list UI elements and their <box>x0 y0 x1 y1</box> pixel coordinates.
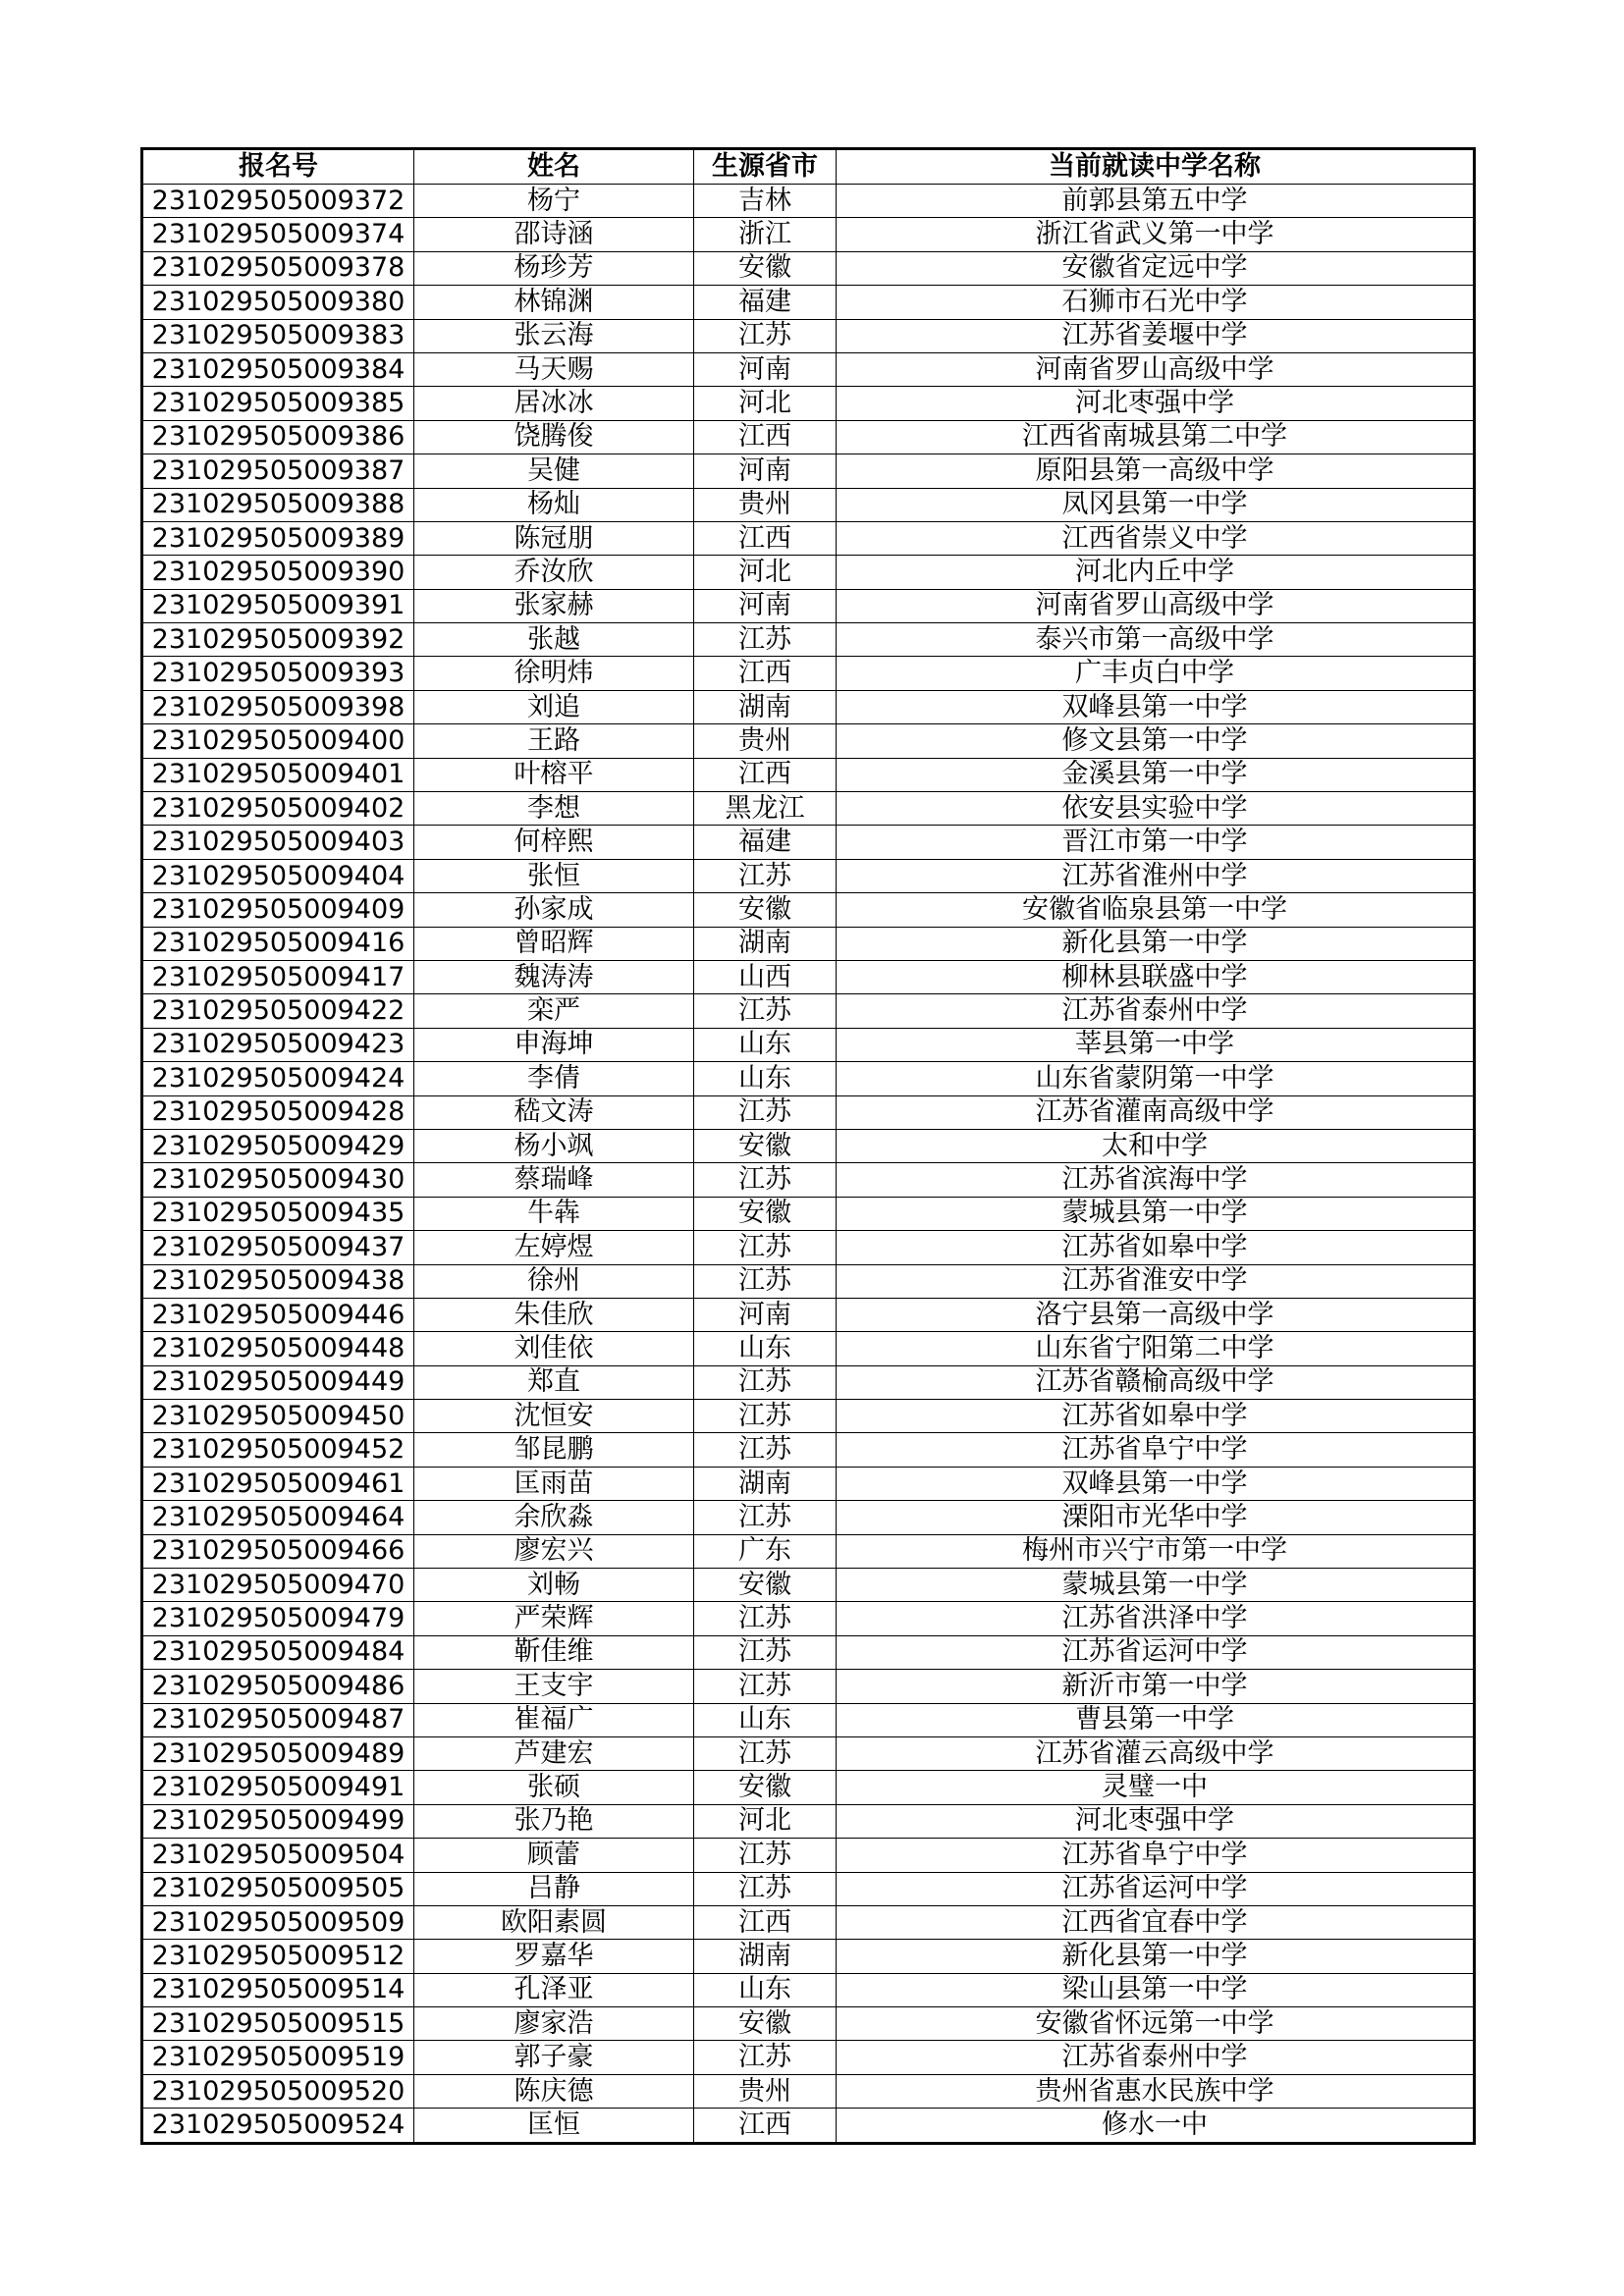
cell-school: 曹县第一中学 <box>837 1703 1475 1736</box>
cell-name: 徐明炜 <box>414 657 694 690</box>
cell-registration-number: 231029505009386 <box>142 420 414 454</box>
cell-school: 贵州省惠水民族中学 <box>837 2074 1475 2108</box>
cell-name: 杨珍芳 <box>414 251 694 285</box>
cell-province: 安徽 <box>694 1771 837 1804</box>
cell-registration-number: 231029505009385 <box>142 387 414 420</box>
table-row <box>142 859 1475 892</box>
table-row <box>142 1771 1475 1804</box>
table-row <box>142 1163 1475 1197</box>
cell-name: 孔泽亚 <box>414 1973 694 2006</box>
cell-registration-number: 231029505009428 <box>142 1095 414 1129</box>
cell-school: 江苏省灌南高级中学 <box>837 1095 1475 1129</box>
cell-name: 芦建宏 <box>414 1736 694 1770</box>
cell-province: 浙江 <box>694 218 837 251</box>
cell-school: 灵璧一中 <box>837 1771 1475 1804</box>
cell-name: 郭子豪 <box>414 2041 694 2074</box>
table-row <box>142 724 1475 758</box>
cell-registration-number: 231029505009391 <box>142 589 414 622</box>
cell-school: 修文县第一中学 <box>837 724 1475 758</box>
cell-name: 王支宇 <box>414 1670 694 1703</box>
cell-registration-number: 231029505009422 <box>142 994 414 1028</box>
cell-name: 魏涛涛 <box>414 960 694 993</box>
cell-registration-number: 231029505009520 <box>142 2074 414 2108</box>
cell-registration-number: 231029505009486 <box>142 1670 414 1703</box>
cell-name: 廖家浩 <box>414 2007 694 2041</box>
table-row <box>142 352 1475 386</box>
cell-registration-number: 231029505009400 <box>142 724 414 758</box>
table-row <box>142 1298 1475 1331</box>
cell-province: 安徽 <box>694 1129 837 1162</box>
cell-province: 安徽 <box>694 893 837 927</box>
table-row <box>142 1365 1475 1399</box>
cell-registration-number: 231029505009448 <box>142 1332 414 1365</box>
cell-school: 双峰县第一中学 <box>837 1467 1475 1500</box>
cell-name: 张云海 <box>414 319 694 352</box>
table-row <box>142 2007 1475 2041</box>
cell-province: 贵州 <box>694 488 837 521</box>
cell-province: 山西 <box>694 960 837 993</box>
cell-name: 匡恒 <box>414 2109 694 2143</box>
table-row <box>142 1940 1475 1973</box>
cell-province: 福建 <box>694 826 837 859</box>
cell-name: 李倩 <box>414 1062 694 1095</box>
table-row <box>142 1332 1475 1365</box>
cell-name: 嵇文涛 <box>414 1095 694 1129</box>
table-row <box>142 218 1475 251</box>
cell-registration-number: 231029505009387 <box>142 454 414 488</box>
cell-name: 何梓熙 <box>414 826 694 859</box>
table-row <box>142 556 1475 589</box>
cell-school: 山东省蒙阴第一中学 <box>837 1062 1475 1095</box>
cell-school: 前郭县第五中学 <box>837 185 1475 218</box>
cell-school: 江西省宜春中学 <box>837 1905 1475 1939</box>
table-row <box>142 1400 1475 1433</box>
table-row <box>142 1872 1475 1905</box>
cell-province: 江苏 <box>694 1670 837 1703</box>
table-body <box>142 185 1475 2144</box>
table-row <box>142 521 1475 555</box>
cell-school: 江苏省泰州中学 <box>837 2041 1475 2074</box>
cell-province: 江西 <box>694 521 837 555</box>
cell-school: 河北枣强中学 <box>837 1804 1475 1838</box>
cell-registration-number: 231029505009417 <box>142 960 414 993</box>
cell-registration-number: 231029505009409 <box>142 893 414 927</box>
cell-school: 江苏省泰州中学 <box>837 994 1475 1028</box>
cell-name: 刘畅 <box>414 1569 694 1602</box>
cell-name: 栾严 <box>414 994 694 1028</box>
cell-name: 崔福广 <box>414 1703 694 1736</box>
table-row <box>142 623 1475 657</box>
cell-school: 江苏省赣榆高级中学 <box>837 1365 1475 1399</box>
cell-name: 曾昭辉 <box>414 927 694 960</box>
cell-province: 安徽 <box>694 2007 837 2041</box>
cell-school: 江苏省阜宁中学 <box>837 1433 1475 1467</box>
cell-name: 饶腾俊 <box>414 420 694 454</box>
cell-registration-number: 231029505009398 <box>142 690 414 723</box>
cell-registration-number: 231029505009403 <box>142 826 414 859</box>
cell-province: 福建 <box>694 286 837 319</box>
cell-province: 贵州 <box>694 2074 837 2108</box>
cell-school: 新沂市第一中学 <box>837 1670 1475 1703</box>
table-row <box>142 420 1475 454</box>
cell-province: 吉林 <box>694 185 837 218</box>
cell-school: 梅州市兴宁市第一中学 <box>837 1534 1475 1568</box>
cell-registration-number: 231029505009380 <box>142 286 414 319</box>
cell-name: 吕静 <box>414 1872 694 1905</box>
cell-school: 江苏省如皋中学 <box>837 1400 1475 1433</box>
table-row <box>142 1534 1475 1568</box>
cell-registration-number: 231029505009438 <box>142 1264 414 1298</box>
cell-registration-number: 231029505009514 <box>142 1973 414 2006</box>
cell-name: 张硕 <box>414 1771 694 1804</box>
header-row <box>142 149 1475 185</box>
cell-province: 江苏 <box>694 994 837 1028</box>
cell-name: 邵诗涵 <box>414 218 694 251</box>
cell-name: 廖宏兴 <box>414 1534 694 1568</box>
cell-registration-number: 231029505009524 <box>142 2109 414 2143</box>
table-row <box>142 1433 1475 1467</box>
cell-name: 沈恒安 <box>414 1400 694 1433</box>
table-row <box>142 185 1475 218</box>
cell-province: 江苏 <box>694 1839 837 1872</box>
cell-name: 杨灿 <box>414 488 694 521</box>
table-row <box>142 893 1475 927</box>
cell-province: 河南 <box>694 1298 837 1331</box>
cell-name: 罗嘉华 <box>414 1940 694 1973</box>
table-row <box>142 2041 1475 2074</box>
cell-province: 山东 <box>694 1062 837 1095</box>
table-row <box>142 1703 1475 1736</box>
cell-name: 张越 <box>414 623 694 657</box>
cell-province: 江西 <box>694 657 837 690</box>
cell-school: 河南省罗山高级中学 <box>837 352 1475 386</box>
cell-province: 江西 <box>694 1905 837 1939</box>
cell-province: 安徽 <box>694 1197 837 1230</box>
cell-school: 江苏省淮安中学 <box>837 1264 1475 1298</box>
table-row <box>142 1839 1475 1872</box>
cell-school: 江西省崇义中学 <box>837 521 1475 555</box>
cell-name: 余欣淼 <box>414 1501 694 1534</box>
table-row <box>142 927 1475 960</box>
table-row <box>142 1670 1475 1703</box>
cell-name: 王路 <box>414 724 694 758</box>
cell-registration-number: 231029505009461 <box>142 1467 414 1500</box>
cell-name: 徐州 <box>414 1264 694 1298</box>
cell-name: 刘追 <box>414 690 694 723</box>
cell-province: 湖南 <box>694 1940 837 1973</box>
cell-name: 严荣辉 <box>414 1602 694 1635</box>
cell-name: 匡雨苗 <box>414 1467 694 1500</box>
cell-name: 申海坤 <box>414 1028 694 1061</box>
cell-province: 山东 <box>694 1332 837 1365</box>
cell-registration-number: 231029505009509 <box>142 1905 414 1939</box>
cell-province: 江苏 <box>694 1264 837 1298</box>
cell-province: 江西 <box>694 420 837 454</box>
cell-province: 广东 <box>694 1534 837 1568</box>
cell-registration-number: 231029505009383 <box>142 319 414 352</box>
cell-registration-number: 231029505009374 <box>142 218 414 251</box>
cell-registration-number: 231029505009390 <box>142 556 414 589</box>
cell-registration-number: 231029505009484 <box>142 1635 414 1669</box>
cell-province: 湖南 <box>694 690 837 723</box>
table-row <box>142 589 1475 622</box>
cell-registration-number: 231029505009491 <box>142 1771 414 1804</box>
cell-school: 河南省罗山高级中学 <box>837 589 1475 622</box>
table-row <box>142 387 1475 420</box>
cell-registration-number: 231029505009416 <box>142 927 414 960</box>
cell-name: 欧阳素圆 <box>414 1905 694 1939</box>
header-province: 生源省市 <box>694 149 837 185</box>
cell-province: 湖南 <box>694 927 837 960</box>
cell-school: 梁山县第一中学 <box>837 1973 1475 2006</box>
table-row <box>142 690 1475 723</box>
cell-school: 凤冈县第一中学 <box>837 488 1475 521</box>
cell-province: 安徽 <box>694 251 837 285</box>
cell-name: 蔡瑞峰 <box>414 1163 694 1197</box>
cell-name: 顾蕾 <box>414 1839 694 1872</box>
cell-province: 河南 <box>694 352 837 386</box>
cell-name: 杨小飒 <box>414 1129 694 1162</box>
table-row <box>142 792 1475 826</box>
cell-registration-number: 231029505009489 <box>142 1736 414 1770</box>
cell-registration-number: 231029505009504 <box>142 1839 414 1872</box>
cell-registration-number: 231029505009389 <box>142 521 414 555</box>
cell-school: 江苏省滨海中学 <box>837 1163 1475 1197</box>
cell-school: 江苏省洪泽中学 <box>837 1602 1475 1635</box>
cell-name: 林锦渊 <box>414 286 694 319</box>
cell-name: 马天赐 <box>414 352 694 386</box>
table-row <box>142 994 1475 1028</box>
table-row <box>142 2109 1475 2143</box>
table-row <box>142 1804 1475 1838</box>
table-row <box>142 1905 1475 1939</box>
cell-school: 泰兴市第一高级中学 <box>837 623 1475 657</box>
cell-registration-number: 231029505009392 <box>142 623 414 657</box>
cell-province: 江苏 <box>694 1231 837 1264</box>
cell-registration-number: 231029505009423 <box>142 1028 414 1061</box>
cell-registration-number: 231029505009464 <box>142 1501 414 1534</box>
cell-province: 河北 <box>694 556 837 589</box>
cell-province: 山东 <box>694 1973 837 2006</box>
cell-school: 广丰贞白中学 <box>837 657 1475 690</box>
cell-registration-number: 231029505009435 <box>142 1197 414 1230</box>
cell-school: 江苏省如皋中学 <box>837 1231 1475 1264</box>
cell-province: 江苏 <box>694 1635 837 1669</box>
table-row <box>142 1062 1475 1095</box>
cell-name: 乔汝欣 <box>414 556 694 589</box>
cell-province: 江苏 <box>694 1365 837 1399</box>
table-row <box>142 1264 1475 1298</box>
cell-school: 修水一中 <box>837 2109 1475 2143</box>
cell-registration-number: 231029505009479 <box>142 1602 414 1635</box>
table-row <box>142 454 1475 488</box>
cell-school: 新化县第一中学 <box>837 927 1475 960</box>
cell-school: 洛宁县第一高级中学 <box>837 1298 1475 1331</box>
cell-registration-number: 231029505009505 <box>142 1872 414 1905</box>
cell-school: 河北枣强中学 <box>837 387 1475 420</box>
cell-name: 孙家成 <box>414 893 694 927</box>
cell-name: 左婷煜 <box>414 1231 694 1264</box>
cell-name: 居冰冰 <box>414 387 694 420</box>
cell-registration-number: 231029505009404 <box>142 859 414 892</box>
cell-province: 江苏 <box>694 1433 837 1467</box>
cell-school: 安徽省定远中学 <box>837 251 1475 285</box>
cell-province: 山东 <box>694 1028 837 1061</box>
cell-province: 黑龙江 <box>694 792 837 826</box>
table-row <box>142 1231 1475 1264</box>
table-row <box>142 286 1475 319</box>
cell-school: 安徽省怀远第一中学 <box>837 2007 1475 2041</box>
cell-school: 江苏省运河中学 <box>837 1872 1475 1905</box>
table-row <box>142 826 1475 859</box>
cell-registration-number: 231029505009401 <box>142 758 414 791</box>
cell-registration-number: 231029505009372 <box>142 185 414 218</box>
cell-school: 安徽省临泉县第一中学 <box>837 893 1475 927</box>
cell-province: 贵州 <box>694 724 837 758</box>
cell-registration-number: 231029505009452 <box>142 1433 414 1467</box>
cell-name: 朱佳欣 <box>414 1298 694 1331</box>
cell-school: 溧阳市光华中学 <box>837 1501 1475 1534</box>
cell-school: 新化县第一中学 <box>837 1940 1475 1973</box>
cell-school: 江苏省运河中学 <box>837 1635 1475 1669</box>
cell-registration-number: 231029505009499 <box>142 1804 414 1838</box>
table-row <box>142 251 1475 285</box>
table-row <box>142 1095 1475 1129</box>
cell-registration-number: 231029505009388 <box>142 488 414 521</box>
table-row <box>142 1569 1475 1602</box>
cell-school: 江苏省姜堰中学 <box>837 319 1475 352</box>
cell-name: 张恒 <box>414 859 694 892</box>
cell-school: 依安县实验中学 <box>837 792 1475 826</box>
cell-name: 靳佳维 <box>414 1635 694 1669</box>
cell-registration-number: 231029505009378 <box>142 251 414 285</box>
cell-registration-number: 231029505009393 <box>142 657 414 690</box>
cell-school: 江苏省淮州中学 <box>837 859 1475 892</box>
table-row <box>142 1197 1475 1230</box>
cell-school: 江苏省阜宁中学 <box>837 1839 1475 1872</box>
cell-name: 李想 <box>414 792 694 826</box>
admission-list-table <box>140 147 1476 2145</box>
table-row <box>142 1028 1475 1061</box>
cell-registration-number: 231029505009449 <box>142 1365 414 1399</box>
cell-registration-number: 231029505009487 <box>142 1703 414 1736</box>
cell-school: 河北内丘中学 <box>837 556 1475 589</box>
cell-school: 浙江省武义第一中学 <box>837 218 1475 251</box>
cell-province: 河南 <box>694 589 837 622</box>
table-row <box>142 1467 1475 1500</box>
cell-registration-number: 231029505009466 <box>142 1534 414 1568</box>
cell-registration-number: 231029505009429 <box>142 1129 414 1162</box>
cell-province: 江苏 <box>694 319 837 352</box>
table-row <box>142 1602 1475 1635</box>
cell-school: 柳林县联盛中学 <box>837 960 1475 993</box>
cell-registration-number: 231029505009512 <box>142 1940 414 1973</box>
cell-name: 刘佳依 <box>414 1332 694 1365</box>
cell-school: 金溪县第一中学 <box>837 758 1475 791</box>
table-row <box>142 960 1475 993</box>
cell-school: 江苏省灌云高级中学 <box>837 1736 1475 1770</box>
cell-province: 江苏 <box>694 859 837 892</box>
cell-registration-number: 231029505009470 <box>142 1569 414 1602</box>
cell-province: 江苏 <box>694 1163 837 1197</box>
cell-province: 河北 <box>694 1804 837 1838</box>
cell-school: 蒙城县第一中学 <box>837 1197 1475 1230</box>
cell-name: 杨宁 <box>414 185 694 218</box>
cell-name: 陈庆德 <box>414 2074 694 2108</box>
cell-registration-number: 231029505009450 <box>142 1400 414 1433</box>
cell-name: 吴健 <box>414 454 694 488</box>
cell-school: 晋江市第一中学 <box>837 826 1475 859</box>
cell-registration-number: 231029505009430 <box>142 1163 414 1197</box>
cell-school: 蒙城县第一中学 <box>837 1569 1475 1602</box>
table-row <box>142 657 1475 690</box>
cell-registration-number: 231029505009446 <box>142 1298 414 1331</box>
cell-name: 牛犇 <box>414 1197 694 1230</box>
cell-province: 江苏 <box>694 1501 837 1534</box>
cell-province: 安徽 <box>694 1569 837 1602</box>
table-row <box>142 1973 1475 2006</box>
cell-province: 江苏 <box>694 1400 837 1433</box>
cell-registration-number: 231029505009437 <box>142 1231 414 1264</box>
cell-province: 江苏 <box>694 1736 837 1770</box>
table-row <box>142 1736 1475 1770</box>
cell-school: 江西省南城县第二中学 <box>837 420 1475 454</box>
cell-school: 太和中学 <box>837 1129 1475 1162</box>
table-row <box>142 319 1475 352</box>
cell-school: 原阳县第一高级中学 <box>837 454 1475 488</box>
table-row <box>142 758 1475 791</box>
cell-name: 郑直 <box>414 1365 694 1399</box>
cell-name: 张乃艳 <box>414 1804 694 1838</box>
cell-province: 江西 <box>694 758 837 791</box>
cell-school: 石狮市石光中学 <box>837 286 1475 319</box>
cell-province: 河南 <box>694 454 837 488</box>
cell-province: 山东 <box>694 1703 837 1736</box>
cell-registration-number: 231029505009384 <box>142 352 414 386</box>
cell-province: 河北 <box>694 387 837 420</box>
cell-school: 莘县第一中学 <box>837 1028 1475 1061</box>
cell-school: 双峰县第一中学 <box>837 690 1475 723</box>
cell-province: 江苏 <box>694 2041 837 2074</box>
header-school: 当前就读中学名称 <box>837 149 1475 185</box>
table-row <box>142 2074 1475 2108</box>
cell-province: 江苏 <box>694 1872 837 1905</box>
cell-name: 邹昆鹏 <box>414 1433 694 1467</box>
cell-name: 叶榕平 <box>414 758 694 791</box>
cell-registration-number: 231029505009402 <box>142 792 414 826</box>
cell-registration-number: 231029505009424 <box>142 1062 414 1095</box>
table-row <box>142 1129 1475 1162</box>
cell-province: 江苏 <box>694 1095 837 1129</box>
cell-province: 江西 <box>694 2109 837 2143</box>
cell-registration-number: 231029505009519 <box>142 2041 414 2074</box>
cell-registration-number: 231029505009515 <box>142 2007 414 2041</box>
header-registration-number: 报名号 <box>142 149 414 185</box>
cell-name: 陈冠朋 <box>414 521 694 555</box>
cell-province: 湖南 <box>694 1467 837 1500</box>
cell-school: 山东省宁阳第二中学 <box>837 1332 1475 1365</box>
cell-province: 江苏 <box>694 1602 837 1635</box>
cell-province: 江苏 <box>694 623 837 657</box>
table-row <box>142 1501 1475 1534</box>
table-row <box>142 488 1475 521</box>
header-name: 姓名 <box>414 149 694 185</box>
cell-name: 张家赫 <box>414 589 694 622</box>
table-row <box>142 1635 1475 1669</box>
